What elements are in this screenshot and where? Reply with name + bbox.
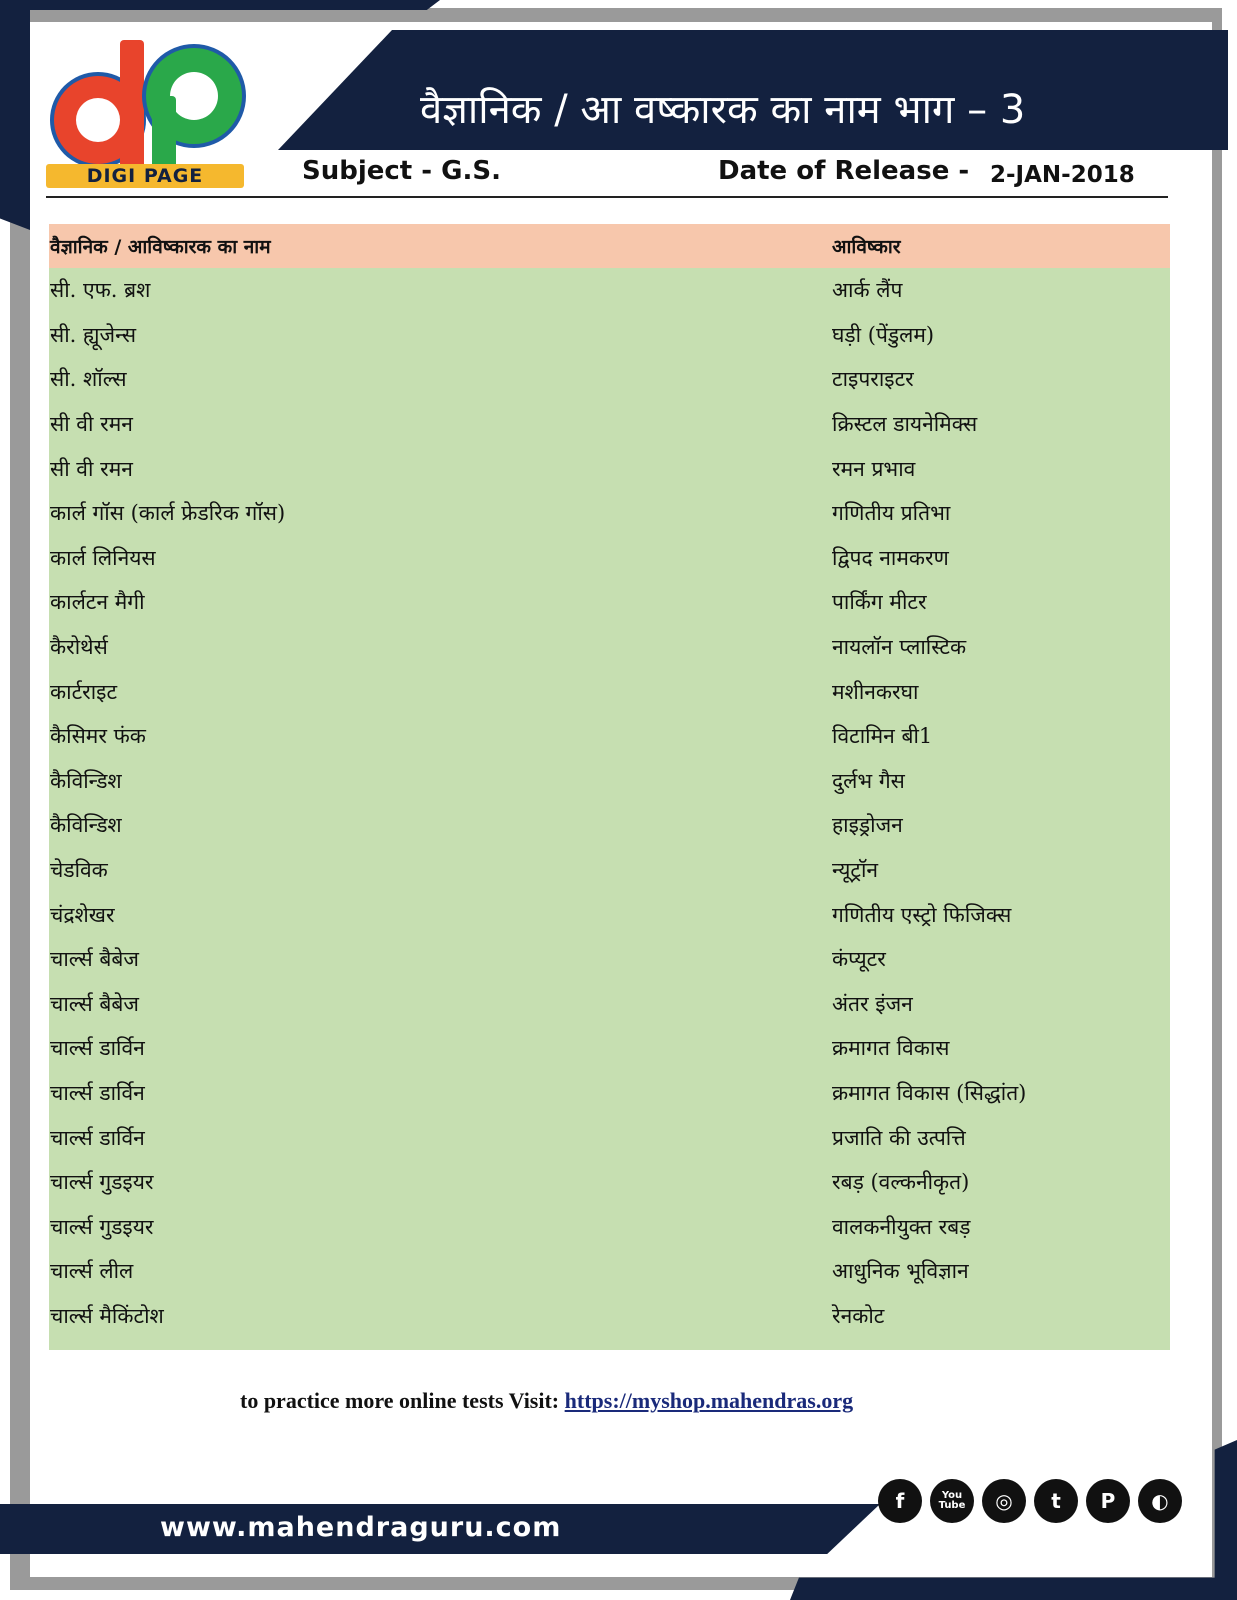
invention-cell: रमन प्रभाव bbox=[832, 456, 916, 481]
table-row bbox=[49, 982, 1170, 1027]
table-row bbox=[49, 1160, 1170, 1205]
invention-cell: क्रिस्टल डायनेमिक्स bbox=[832, 412, 978, 437]
practice-text: to practice more online tests Visit: bbox=[240, 1388, 565, 1413]
twitter-icon[interactable]: t bbox=[1034, 1479, 1078, 1523]
invention-cell: आधुनिक भूविज्ञान bbox=[832, 1259, 969, 1284]
scientist-name-cell: चार्ल्स गुडइयर bbox=[50, 1214, 154, 1239]
social-icons bbox=[878, 1479, 1182, 1523]
table-row bbox=[49, 446, 1170, 491]
table-row bbox=[49, 1115, 1170, 1160]
release-date: 2-JAN-2018 bbox=[990, 162, 1135, 188]
scientist-name-cell: चार्ल्स बैबेज bbox=[50, 991, 139, 1016]
scientist-name-cell: कार्ल गॉस (कार्ल फ्रेडरिक गॉस) bbox=[50, 501, 286, 526]
invention-cell: वालकनीयुक्त रबड़ bbox=[832, 1214, 971, 1239]
invention-cell: रेनकोट bbox=[832, 1303, 885, 1328]
invention-cell: न्यूट्रॉन bbox=[832, 858, 879, 883]
table-row bbox=[49, 1249, 1170, 1294]
table-row bbox=[49, 625, 1170, 670]
invention-cell: गणितीय एस्ट्रो फिजिक्स bbox=[832, 902, 1012, 927]
table-row bbox=[49, 1204, 1170, 1249]
website-url: www.mahendraguru.com bbox=[160, 1512, 562, 1543]
table-row bbox=[49, 892, 1170, 937]
table-row bbox=[49, 402, 1170, 447]
invention-cell: क्रमागत विकास bbox=[832, 1036, 950, 1061]
table-row bbox=[49, 357, 1170, 402]
scientist-name-cell: चार्ल्स बैबेज bbox=[50, 947, 139, 972]
page-title: वैज्ञानिक / आ वष्कारक का नाम भाग – 3 bbox=[420, 87, 1026, 133]
invention-cell: घड़ी (पेंडुलम) bbox=[832, 322, 935, 347]
scientist-name-cell: सी. शॉल्स bbox=[50, 367, 127, 392]
table-row bbox=[49, 1026, 1170, 1071]
table-row bbox=[49, 491, 1170, 536]
invention-cell: हाइड्रोजन bbox=[832, 813, 903, 838]
scientist-name-cell: चेडविक bbox=[50, 858, 108, 883]
invention-cell: टाइपराइटर bbox=[832, 367, 914, 392]
invention-cell: प्रजाति की उत्पत्ति bbox=[832, 1125, 966, 1150]
invention-cell: दुर्लभ गैस bbox=[832, 768, 905, 793]
invention-cell: मशीनकरघा bbox=[832, 679, 919, 704]
invention-cell: अंतर इंजन bbox=[832, 991, 913, 1016]
android-icon[interactable]: ◐ bbox=[1138, 1479, 1182, 1523]
scientist-name-cell: चार्ल्स डार्विन bbox=[50, 1125, 145, 1150]
invention-cell: क्रमागत विकास (सिद्धांत) bbox=[832, 1080, 1027, 1105]
scientist-name-cell: चार्ल्स डार्विन bbox=[50, 1036, 145, 1061]
release-date-label: Date of Release - bbox=[718, 156, 970, 186]
scientist-name-cell: सी. ह्यूजेन्स bbox=[50, 322, 137, 347]
table-row bbox=[49, 536, 1170, 581]
scientist-name-cell: कार्लटन मैगी bbox=[50, 590, 145, 615]
invention-cell: आर्क लैंप bbox=[832, 278, 903, 303]
table-row bbox=[49, 268, 1170, 313]
scientist-name-cell: सी वी रमन bbox=[50, 412, 133, 437]
table-row bbox=[49, 848, 1170, 893]
subject-label: Subject - G.S. bbox=[302, 156, 501, 186]
table-row bbox=[49, 1294, 1170, 1339]
table-row bbox=[49, 669, 1170, 714]
invention-cell: रबड़ (वल्कनीकृत) bbox=[832, 1170, 970, 1195]
invention-cell: नायलॉन प्लास्टिक bbox=[832, 635, 967, 660]
invention-cell: पार्किंग मीटर bbox=[832, 590, 927, 615]
scientist-name-cell: सी. एफ. ब्रश bbox=[50, 278, 151, 303]
invention-cell: द्विपद नामकरण bbox=[832, 545, 949, 570]
scientist-name-cell: सी वी रमन bbox=[50, 456, 133, 481]
scientist-name-cell: चार्ल्स गुडइयर bbox=[50, 1170, 154, 1195]
facebook-icon[interactable]: f bbox=[878, 1479, 922, 1523]
scientist-name-cell: कैसिमर फंक bbox=[50, 724, 146, 749]
table-row bbox=[49, 313, 1170, 358]
invention-cell: गणितीय प्रतिभा bbox=[832, 501, 951, 526]
scientist-name-cell: कैरोथेर्स bbox=[50, 635, 108, 660]
table-row bbox=[49, 714, 1170, 759]
invention-cell: कंप्यूटर bbox=[832, 947, 886, 972]
table-row bbox=[49, 803, 1170, 848]
shop-link[interactable]: https://myshop.mahendras.org bbox=[564, 1388, 854, 1413]
dp-logo bbox=[44, 32, 248, 182]
table-row bbox=[49, 937, 1170, 982]
header-divider bbox=[46, 196, 1168, 198]
scientist-name-cell: चंद्रशेखर bbox=[50, 902, 115, 927]
instagram-icon[interactable]: ◎ bbox=[982, 1479, 1026, 1523]
table-row bbox=[49, 1071, 1170, 1116]
scientist-name-cell: कैविन्डिश bbox=[50, 813, 122, 838]
scientist-name-cell: कार्टराइट bbox=[50, 679, 118, 704]
scientist-name-cell: चार्ल्स लील bbox=[50, 1259, 134, 1284]
table-body bbox=[49, 268, 1170, 1350]
table-row bbox=[49, 580, 1170, 625]
table-row bbox=[49, 759, 1170, 804]
pinterest-icon[interactable]: P bbox=[1086, 1479, 1130, 1523]
scientist-name-cell: चार्ल्स डार्विन bbox=[50, 1080, 145, 1105]
scientist-name-cell: चार्ल्स मैकिंटोश bbox=[50, 1303, 164, 1328]
header-invention: आविष्कार bbox=[832, 236, 901, 258]
youtube-icon[interactable]: You Tube bbox=[930, 1479, 974, 1523]
practice-note bbox=[240, 1388, 853, 1414]
scientist-name-cell: कार्ल लिनियस bbox=[50, 545, 156, 570]
inventors-table bbox=[49, 224, 1170, 1350]
table-header-row bbox=[49, 224, 1170, 268]
scientist-name-cell: कैविन्डिश bbox=[50, 768, 122, 793]
digi-page-badge: DIGI PAGE bbox=[46, 164, 244, 188]
header-scientist-name: वैज्ञानिक / आविष्कारक का नाम bbox=[50, 236, 271, 258]
invention-cell: विटामिन बी1 bbox=[832, 724, 933, 749]
